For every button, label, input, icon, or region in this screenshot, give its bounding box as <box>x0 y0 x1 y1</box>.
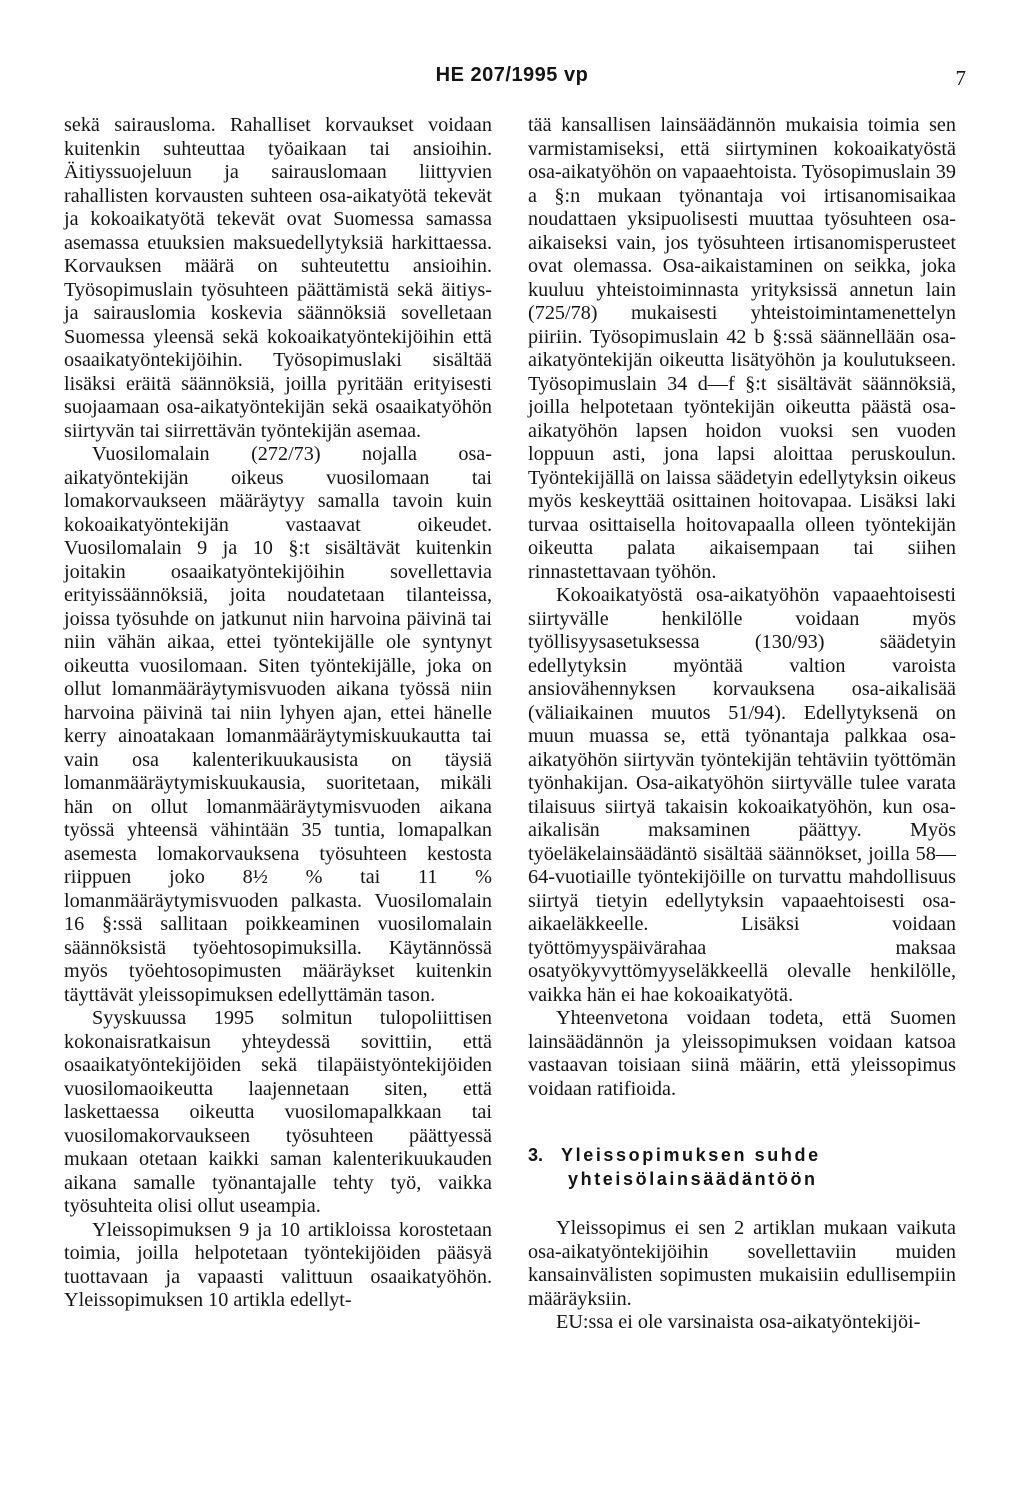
paragraph: Kokoaikatyöstä osa-aikatyöhön vapaaehtoisesti siirtyvälle henkilölle voidaan myös työllisyysasetuksessa (130/93) säädetyin edellytyksin myöntää valtion varoista ansiovähennyksen korvauksena osa-aikalisää (väliaikainen muutos 51/94). Edellytyksenä on muun muassa se, että työnantaja palkkaa osa-aikatyöhön siirtyvän työntekijän tehtäviin työttömän työnhakijan. Osa-aikatyöhön siirtyvälle tulee varata tilaisuus siirtyä takaisin kokoaikatyöhön, kun osa-aikalisän maksaminen päättyy. Myös työeläkelainsäädäntö sisältää säännökset, joilla 58—64-vuotiaille työntekijöille on turvattu mahdollisuus siirtyä tietyin edellytyksin vapaaehtoisesti osa-aikaeläkkeelle. Lisäksi voidaan työttömyyspäivärahaa maksaa osatyökyvyttömyyseläkkeellä olevalle henkilölle, vaikka hän ei hae kokoaikatyötä. <box>528 584 956 1006</box>
section-heading <box>528 1143 956 1191</box>
paragraph: Syyskuussa 1995 solmitun tulopoliittisen kokonaisratkaisun yhteydessä sovittiin, että osaaikatyöntekijöiden sekä tilapäistyöntekijöiden vuosilomaoikeutta laajennetaan siten, että laskettaessa oikeutta vuosilomapalkkaan tai vuosilomakorvaukseen työsuhteen päättyessä mukaan otetaan kaikki saman kalenterikuukauden aikana samalle työnantajalle tehty työ, vaikka työsuhteita olisi ollut useampia. <box>64 1007 492 1217</box>
paragraph: Vuosilomalain (272/73) nojalla osa-aikatyöntekijän oikeus vuosilomaan tai lomakorvaukseen määräytyy samalla tavoin kuin kokoaikatyöntekijän vastaavat oikeudet. Vuosilomalain 9 ja 10 §:t sisältävät kuitenkin joitakin osaaikatyöntekijöihin sovellettavia erityissäännöksiä, joita noudatetaan tilanteissa, joissa työsuhde on jatkunut niin harvoina päivinä tai niin vähän aikaa, ettei työntekijälle ole syntynyt oikeutta vuosilomaan. Siten työntekijälle, joka on ollut lomanmääräytymisvuoden aikana työssä niin harvoina päivinä tai niin lyhyen ajan, ettei hänelle kerry ainoatakaan lomanmääräytymiskuukautta tai vain osa kalenterikuukausista on täysiä lomanmääräytymiskuukausia, suoritetaan, mikäli hän on ollut lomanmääräytymisvuoden aikana työssä yhteensä vähintään 35 tuntia, lomapalkan asemesta lomakorvauksena työsuhteen kestosta riippuen joko 8½ % tai 11 % lomanmääräytymisvuoden palkasta. Vuosilomalain 16 §:ssä sallitaan poikkeaminen vuosilomalain säännöksistä työehtosopimuksilla. Käytännössä myös työehtosopimusten määräykset kuitenkin täyttävät yleissopimuksen edellyttämän tason. <box>64 443 492 1006</box>
paragraph: tää kansallisen lainsäädännön mukaisia toimia sen varmistamiseksi, että siirtyminen kokoaikatyöstä osa-aikatyöhön on vapaaehtoista. Työsopimuslain 39 a §:n mukaan työnantaja voi irtisanomisaikaa noudattaen yksipuolisesti muuttaa työsuhteen osa-aikaiseksi vain, jos työsuhteen irtisanomisperusteet ovat olemassa. Osa-aikaistaminen on seikka, joka kuuluu yhteistoiminnasta yrityksissä annetun lain (725/78) mukaisesti yhteistoimintamenettelyn piiriin. Työsopimuslain 42 b §:ssä säännellään osa-aikatyöntekijän oikeutta lisätyöhön ja koulutukseen. Työsopimuslain 34 d—f §:t sisältävät säännöksiä, joilla helpotetaan työntekijän oikeutta päästä osa-aikatyöhön lapsen hoidon vuoksi sen vuoden loppuun asti, jona lapsi aloittaa peruskoulun. Työntekijällä on laissa säädetyin edellytyksin oikeus myös keskeyttää osittainen hoitovapaa. Lisäksi laki turvaa osittaisella hoitovapaalla olleen työntekijän oikeutta palata aikaisempaan tai siihen rinnastettavaan työhön. <box>528 114 956 583</box>
page-number: 7 <box>955 66 966 90</box>
left-column <box>64 114 492 1313</box>
page-header <box>0 64 1024 96</box>
section-title-line-1: Yleissopimuksen suhde <box>561 1145 821 1165</box>
paragraph: Yleissopimus ei sen 2 artiklan mukaan vaikuta osa-aikatyöntekijöihin sovellettaviin muiden kansainvälisten sopimusten mukaisiin edullisempiin määräyksiin. <box>528 1217 956 1310</box>
paragraph: sekä sairausloma. Rahalliset korvaukset voidaan kuitenkin suhteuttaa työaikaan tai ansioihin. Äitiyssuojeluun ja sairauslomaan liittyvien rahallisten korvausten suhteen osa-aikatyötä tekevät ja kokoaikatyötä tekevät ovat Suomessa samassa asemassa etuuksien maksuedellytyksiä harkittaessa. Korvauksen määrä on suhteutettu ansioihin. Työsopimuslain työsuhteen päättämistä sekä äitiys- ja sairauslomia koskevia säännöksiä sovelletaan Suomessa yleensä sekä kokoaikatyöntekijöihin että osaaikatyöntekijöihin. Työsopimuslaki sisältää lisäksi eräitä säännöksiä, joilla pyritään erityisesti suojaamaan osa-aikatyöntekijän sekä osaaikatyöhön siirtyvän tai siirrettävän työntekijän asemaa. <box>64 114 492 442</box>
right-column <box>528 114 956 1335</box>
paragraph: Yhteenvetona voidaan todeta, että Suomen lainsäädännön ja yleissopimuksen voidaan katsoa vastaavan toisiaan siinä määrin, että yleissopimus voidaan ratifioida. <box>528 1007 956 1100</box>
section-number: 3. <box>528 1145 544 1165</box>
paragraph: EU:ssa ei ole varsinaista osa-aikatyöntekijöi- <box>556 1311 921 1333</box>
section-title-line-2: yhteisölainsäädäntöön <box>568 1169 818 1189</box>
document-title: HE 207/1995 vp <box>435 64 589 86</box>
paragraph: Yleissopimuksen 9 ja 10 artikloissa korostetaan toimia, joilla helpotetaan työntekijöiden pääsyä tuottavaan ja vapaasti valittuun osaaikatyöhön. Yleissopimuksen 10 artikla edellyt- <box>64 1218 492 1311</box>
